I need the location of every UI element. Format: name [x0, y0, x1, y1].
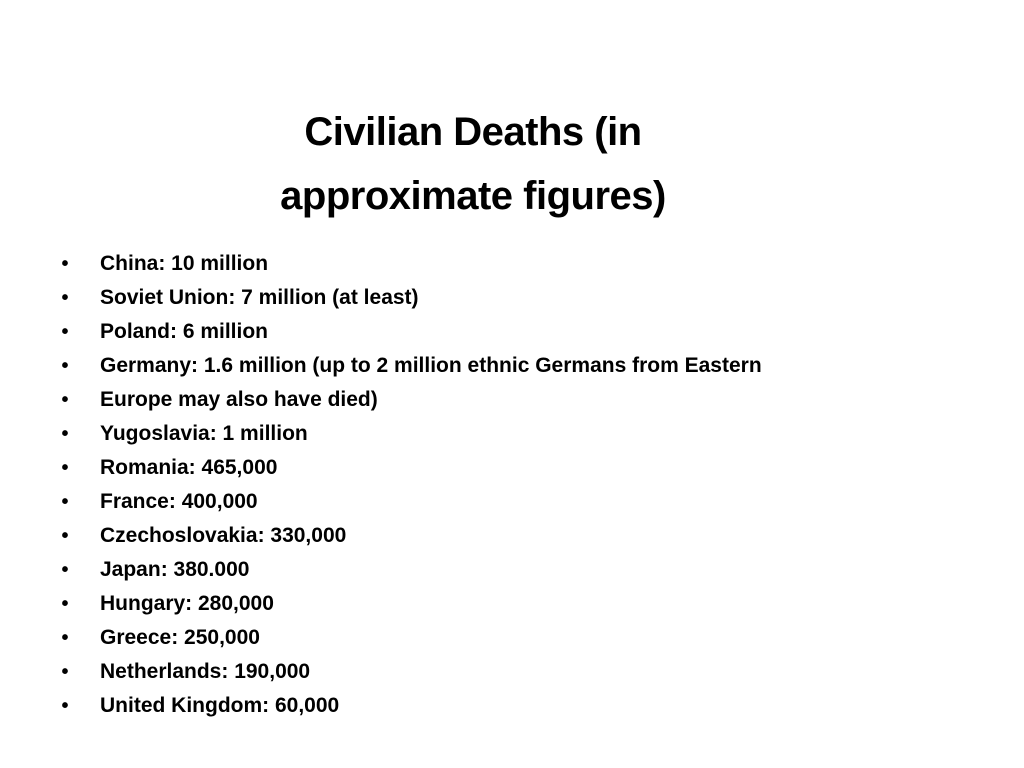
bullet-icon: • — [61, 389, 69, 411]
bullet-text: Europe may also have died) — [100, 388, 378, 411]
bullet-icon: • — [61, 253, 69, 275]
bullet-text: Czechoslovakia: 330,000 — [100, 524, 347, 547]
bullet-item-poland — [58, 315, 958, 349]
bullet-item-united-kingdom — [58, 689, 958, 723]
bullet-text: France: 400,000 — [100, 490, 258, 513]
bullet-text: China: 10 million — [100, 252, 269, 275]
bullet-item-hungary — [58, 587, 958, 621]
title-line-2: approximate figures) — [280, 174, 666, 218]
bullet-item-yugoslavia — [58, 417, 958, 451]
bullet-text: Soviet Union: 7 million (at least) — [100, 286, 419, 309]
bullet-item-japan — [58, 553, 958, 587]
bullet-icon: • — [61, 627, 69, 649]
bullet-item-czechoslovakia — [58, 519, 958, 553]
bullet-icon: • — [61, 525, 69, 547]
bullet-item-china — [58, 247, 958, 281]
bullet-icon: • — [61, 457, 69, 479]
bullet-item-netherlands — [58, 655, 958, 689]
bullet-item-germany — [58, 349, 958, 383]
bullet-icon: • — [61, 423, 69, 445]
bullet-item-romania — [58, 451, 958, 485]
bullet-text: Netherlands: 190,000 — [100, 660, 311, 683]
bullet-icon: • — [61, 355, 69, 377]
bullet-icon: • — [61, 559, 69, 581]
bullet-icon: • — [61, 491, 69, 513]
bullet-item-soviet-union — [58, 281, 958, 315]
bullet-icon: • — [61, 287, 69, 309]
bullet-item-greece — [58, 621, 958, 655]
slide-title — [200, 100, 746, 228]
bullet-text: Greece: 250,000 — [100, 626, 260, 649]
bullet-icon: • — [61, 321, 69, 343]
bullet-text: Japan: 380.000 — [100, 558, 250, 581]
bullet-list — [58, 247, 958, 723]
bullet-text: Hungary: 280,000 — [100, 592, 274, 615]
bullet-icon: • — [61, 593, 69, 615]
bullet-text: Germany: 1.6 million (up to 2 million ethnic Germans from Eastern — [100, 354, 762, 377]
bullet-item-france — [58, 485, 958, 519]
bullet-text: Yugoslavia: 1 million — [100, 422, 308, 445]
bullet-text: United Kingdom: 60,000 — [100, 694, 340, 717]
bullet-icon: • — [61, 661, 69, 683]
bullet-text: Romania: 465,000 — [100, 456, 278, 479]
bullet-text: Poland: 6 million — [100, 320, 269, 343]
title-line-1: Civilian Deaths (in — [304, 110, 642, 154]
bullet-item-europe — [58, 383, 958, 417]
bullet-icon: • — [61, 695, 69, 717]
